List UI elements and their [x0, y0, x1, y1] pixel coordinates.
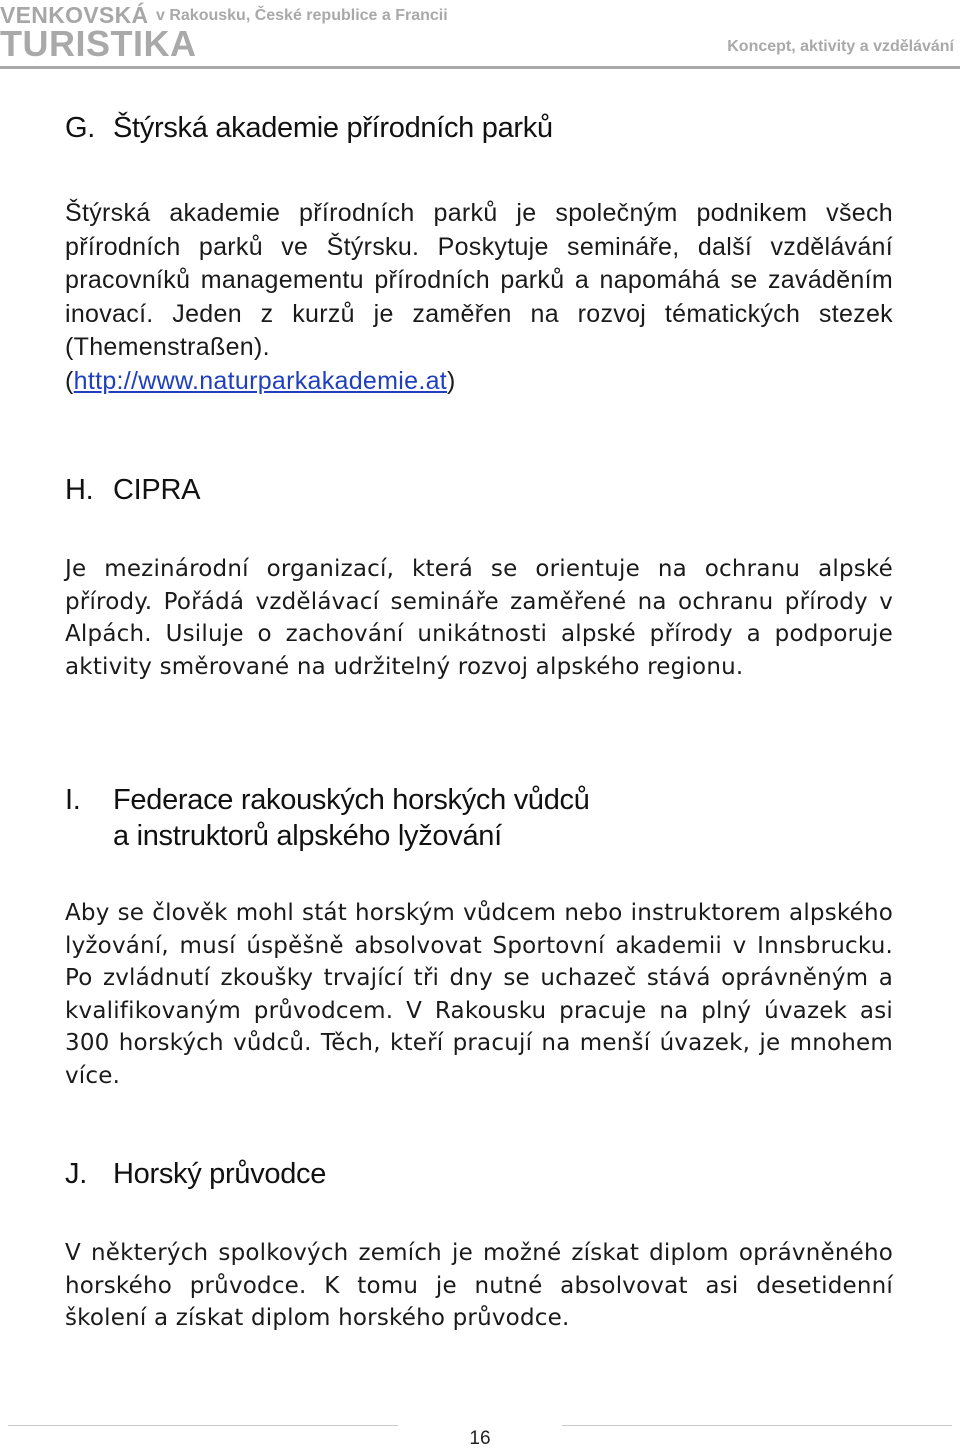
- section-heading-h: [65, 472, 200, 508]
- section-paragraph-i: Aby se člověk mohl stát horským vůdcem nebo instruktorem alpského lyžování, musí úspěšně absolvovat Sportovní akademii v Innsbrucku. Po zvládnutí zkoušky trvající tři dny se uchazeč stává oprávněným a kvalifikovaným průvodcem. V Rakousku pracuje na plný úvazek asi 300 horských vůdců. Těch, kteří pracují na menší úvazek, je mnohem více.: [65, 900, 893, 1089]
- section-title: Horský průvodce: [113, 1158, 327, 1190]
- link-open-paren: (: [65, 366, 74, 395]
- section-title: Štýrská akademie přírodních parků: [113, 112, 553, 144]
- section-title-line-1: Federace rakouských horských vůdců: [113, 784, 590, 816]
- footer-divider-right: [562, 1425, 952, 1426]
- section-letter: G.: [65, 112, 96, 144]
- section-heading-g: [65, 110, 553, 146]
- footer-divider-left: [8, 1425, 398, 1426]
- section-letter: H.: [65, 474, 94, 506]
- section-heading-i: [65, 782, 590, 854]
- section-title: CIPRA: [113, 474, 201, 506]
- header-subtitle: v Rakousku, České republice a Francii: [156, 7, 448, 24]
- section-letter: J.: [65, 1158, 87, 1190]
- link-close-paren: ): [447, 366, 456, 395]
- header-divider: [0, 66, 960, 69]
- page-number: 16: [469, 1428, 491, 1449]
- brand-line-1: VENKOVSKÁ: [0, 2, 149, 28]
- section-title-line-2: a instruktorů alpského lyžování: [113, 820, 502, 852]
- section-paragraph-j: V některých spolkových zemích je možné získat diplom oprávněného horského průvodce. K tomu je nutné absolvovat asi desetidenní školení a získat diplom horského průvodce.: [65, 1240, 893, 1331]
- website-link[interactable]: http://www.naturparkakademie.at: [73, 366, 448, 395]
- section-heading-j: [65, 1156, 326, 1192]
- section-paragraph-g: [65, 197, 893, 398]
- section-paragraph-h: Je mezinárodní organizací, která se orientuje na ochranu alpské přírody. Pořádá vzdělávací semináře zaměřené na ochranu přírody v Alpách. Usiluje o zachování unikátnosti alpské přírody a podporuje aktivity směrované na udržitelný rozvoj alpského regionu.: [65, 556, 893, 680]
- section-letter: I.: [65, 784, 81, 816]
- brand-line-2: TURISTIKA: [0, 23, 197, 64]
- header-concept: Koncept, aktivity a vzdělávání: [727, 38, 954, 55]
- paragraph-text: Štýrská akademie přírodních parků je společným podnikem všech přírodních parků ve Štýrsku. Poskytuje semináře, další vzdělávání pracovníků managementu přírodních parků a napomáhá se zaváděním inovací. Jeden z kurzů je zaměřen na rozvoj tématických stezek (Themenstraßen).: [65, 199, 893, 361]
